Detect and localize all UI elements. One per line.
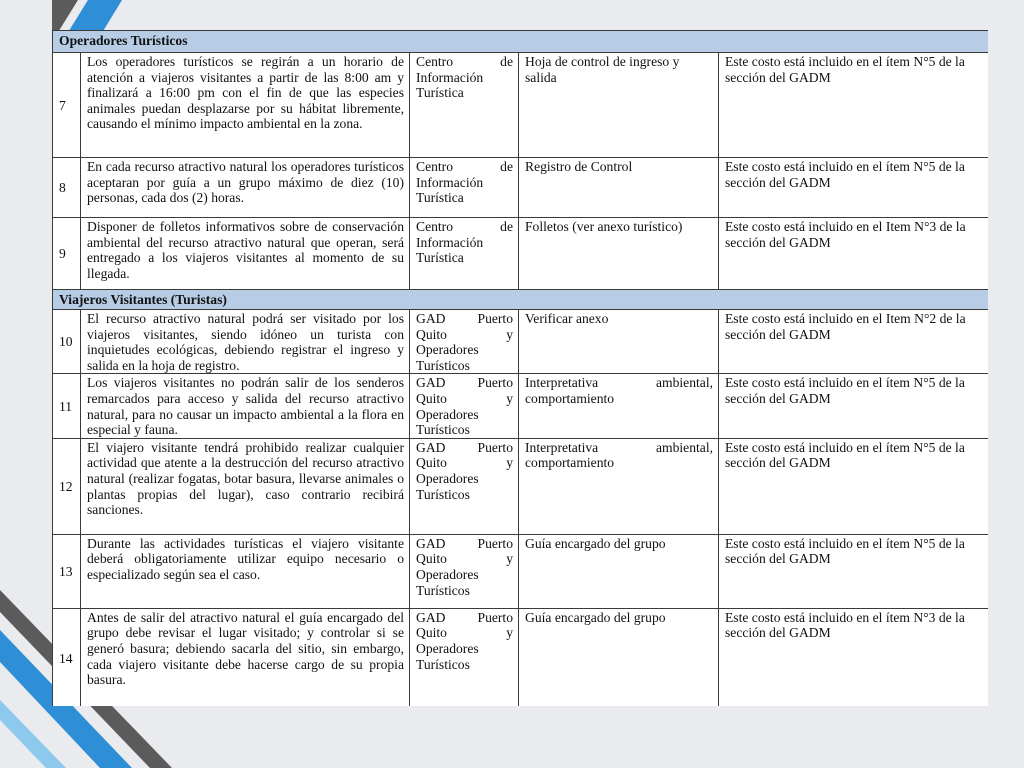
row-responsible: Centro de Información Turística: [410, 218, 519, 290]
table-row: [53, 53, 989, 158]
row-number: 8: [53, 158, 81, 218]
row-description: El viajero visitante tendrá prohibido realizar cualquier actividad que atente a la destrucción del recurso atractivo natural (realizar fogatas, botar basura, llevarse animales o plantas propias del lugar), caso contrario recibirá sanciones.: [81, 438, 410, 534]
row-description: Los viajeros visitantes no podrán salir de los senderos remarcados para acceso y salida del recurso atractivo natural, para no causar un impacto ambiental a la flora en especial y fauna.: [81, 374, 410, 438]
row-cost: Este costo está incluido en el ítem N°5 de la sección del GADM: [719, 438, 989, 534]
row-number: 13: [53, 534, 81, 608]
row-verification: Verificar anexo: [519, 310, 719, 374]
row-cost: Este costo está incluido en el Item N°3 de la sección del GADM: [719, 218, 989, 290]
table-row: [53, 534, 989, 608]
row-cost: Este costo está incluido en el ítem N°5 de la sección del GADM: [719, 374, 989, 438]
row-responsible: GAD Puerto Quito y Operadores Turísticos: [410, 310, 519, 374]
table-row: [53, 158, 989, 218]
row-number: 9: [53, 218, 81, 290]
document-page: [52, 30, 988, 706]
row-verification: Interpretativa ambiental, comportamiento: [519, 374, 719, 438]
row-verification: Hoja de control de ingreso y salida: [519, 53, 719, 158]
row-number: 14: [53, 608, 81, 706]
row-verification: Guía encargado del grupo: [519, 534, 719, 608]
section-title: Viajeros Visitantes (Turistas): [53, 290, 989, 310]
row-number: 12: [53, 438, 81, 534]
row-cost: Este costo está incluido en el Item N°2 de la sección del GADM: [719, 310, 989, 374]
row-verification: Registro de Control: [519, 158, 719, 218]
row-cost: Este costo está incluido en el ítem N°5 de la sección del GADM: [719, 534, 989, 608]
row-verification: Interpretativa ambiental, comportamiento: [519, 438, 719, 534]
row-responsible: GAD Puerto Quito y Operadores Turísticos: [410, 438, 519, 534]
table-row: [53, 608, 989, 706]
section-header-row: [53, 31, 989, 53]
row-cost: Este costo está incluido en el ítem N°3 de la sección del GADM: [719, 608, 989, 706]
row-description: El recurso atractivo natural podrá ser visitado por los viajeros visitantes, siendo idóneo un turista con inquietudes ecológicas, debiendo registrar el ingreso y salida en la hoja de registro.: [81, 310, 410, 374]
row-responsible: Centro de Información Turística: [410, 158, 519, 218]
row-description: Durante las actividades turísticas el viajero visitante deberá obligatoriamente utilizar equipo necesario o especializado según sea el caso.: [81, 534, 410, 608]
section-header-row: [53, 290, 989, 310]
row-verification: Folletos (ver anexo turístico): [519, 218, 719, 290]
table-row: [53, 438, 989, 534]
row-description: En cada recurso atractivo natural los operadores turísticos aceptaran por guía a un grupo máximo de diez (10) personas, cada dos (2) horas.: [81, 158, 410, 218]
row-responsible: GAD Puerto Quito y Operadores Turísticos: [410, 534, 519, 608]
table-row: [53, 374, 989, 438]
row-cost: Este costo está incluido en el ítem N°5 de la sección del GADM: [719, 53, 989, 158]
row-responsible: GAD Puerto Quito y Operadores Turísticos: [410, 374, 519, 438]
row-cost: Este costo está incluido en el ítem N°5 de la sección del GADM: [719, 158, 989, 218]
row-number: 11: [53, 374, 81, 438]
section-title: Operadores Turísticos: [53, 31, 989, 53]
row-description: Los operadores turísticos se regirán a un horario de atención a viajeros visitantes a partir de las 8:00 am y finalizará a 16:00 pm con el fin de que las especies animales puedan desplazarse por su hábitat libremente, causando el mínimo impacto ambiental en la zona.: [81, 53, 410, 158]
row-number: 10: [53, 310, 81, 374]
row-responsible: GAD Puerto Quito y Operadores Turísticos: [410, 608, 519, 706]
regulations-table: [52, 30, 988, 706]
row-number: 7: [53, 53, 81, 158]
row-responsible: Centro de Información Turística: [410, 53, 519, 158]
table-row: [53, 218, 989, 290]
row-description: Disponer de folletos informativos sobre de conservación ambiental del recurso atractivo natural que operan, será entregado a los viajeros visitantes al momento de su llegada.: [81, 218, 410, 290]
row-description: Antes de salir del atractivo natural el guía encargado del grupo debe revisar el lugar visitado; y controlar si se generó basura; debiendo sacarla del sitio, sin embargo, cada viajero visitante debe hacerse cargo de su propia basura.: [81, 608, 410, 706]
row-verification: Guía encargado del grupo: [519, 608, 719, 706]
table-row: [53, 310, 989, 374]
